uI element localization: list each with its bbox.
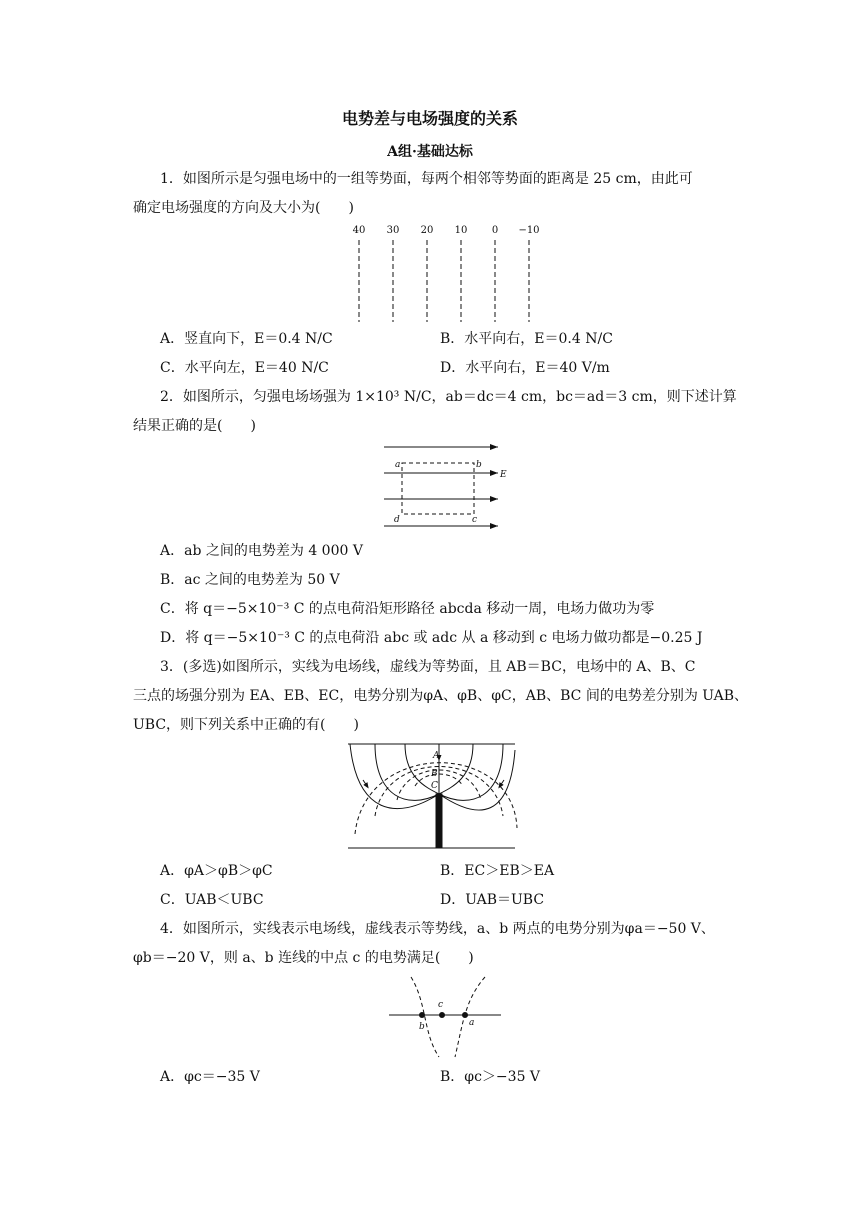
q4-point-b [419, 1012, 425, 1018]
q2-stem-line1: 2．如图所示，匀强电场场强为 1×10³ N/C，ab＝dc＝4 cm，bc＝ad＝3 cm，则下述计算 [160, 389, 737, 405]
section-heading: A组·基础达标 [387, 144, 473, 160]
q1-potential-label: −10 [518, 225, 540, 236]
q3-label-b: B [431, 769, 438, 779]
q1-option-a[interactable]: A．竖直向下，E＝0.4 N/C [160, 331, 333, 347]
q4-label-a: a [469, 1018, 475, 1028]
q3-option-d[interactable]: D．UAB＝UBC [440, 892, 545, 908]
q2-label-c: c [472, 515, 478, 525]
q4-label-b: b [419, 1022, 425, 1032]
q1-potential-label: 0 [491, 225, 499, 236]
q3-stem-line1: 3．(多选)如图所示，实线为电场线，虚线为等势面，且 AB＝BC，电场中的 A、B、C [160, 659, 696, 675]
q2-label-d: d [394, 515, 400, 525]
q1-equipotential-figure [340, 222, 550, 324]
q3-field-figure [345, 742, 520, 852]
q4-point-c [439, 1012, 445, 1018]
q3-stem-line3: UBC，则下列关系中正确的有( ) [133, 717, 359, 733]
q1-potential-label: 30 [386, 225, 400, 236]
q2-rectangle-path [402, 463, 474, 514]
q3-option-a[interactable]: A．φA＞φB＞φC [160, 863, 273, 879]
q2-option-b[interactable]: B．ac 之间的电势差为 50 V [160, 572, 340, 588]
q3-label-a: A [433, 751, 440, 761]
q4-option-b[interactable]: B．φc＞−35 V [440, 1069, 541, 1085]
page-title: 电势差与电场强度的关系 [341, 109, 518, 128]
q1-option-b[interactable]: B．水平向右，E＝0.4 N/C [440, 331, 613, 347]
q3-option-b[interactable]: B．EC＞EB＞EA [440, 863, 555, 879]
q1-option-d[interactable]: D．水平向右，E＝40 V/m [440, 360, 610, 376]
q1-potential-label: 40 [352, 225, 366, 236]
q3-rod [436, 794, 442, 848]
q2-stem-line2: 结果正确的是( ) [133, 418, 256, 434]
q2-option-c[interactable]: C．将 q＝−5×10⁻³ C 的点电荷沿矩形路径 abcda 移动一周，电场力做功为零 [160, 601, 655, 617]
q3-option-c[interactable]: C．UAB＜UBC [160, 892, 264, 908]
q1-option-c[interactable]: C．水平向左，E＝40 N/C [160, 360, 329, 376]
q1-stem-line2: 确定电场强度的方向及大小为( ) [133, 200, 354, 216]
q4-equipotential-b [411, 977, 439, 1057]
q1-potential-label: 10 [454, 225, 468, 236]
q4-label-c: c [438, 1000, 444, 1010]
q3-field-line [375, 744, 439, 800]
q2-option-d[interactable]: D．将 q＝−5×10⁻³ C 的点电荷沿 abc 或 adc 从 a 移动到 c 电场力做功都是−0.25 J [160, 630, 703, 646]
q2-label-e: E [500, 470, 507, 480]
q2-field-figure [380, 440, 510, 534]
q1-potential-label: 20 [420, 225, 434, 236]
q4-equipotential-a [455, 977, 485, 1057]
q1-stem-line1: 1．如图所示是匀强电场中的一组等势面，每两个相邻等势面的距离是 25 cm，由此可 [160, 171, 693, 187]
q4-stem-line1: 4．如图所示，实线表示电场线，虚线表示等势线，a、b 两点的电势分别为φa＝−50 V、 [160, 921, 715, 937]
q3-field-line [439, 744, 473, 794]
q4-option-a[interactable]: A．φc＝−35 V [160, 1069, 260, 1085]
q2-label-a: a [395, 460, 401, 470]
q4-stem-line2: φb＝−20 V，则 a、b 连线的中点 c 的电势满足( ) [133, 950, 474, 966]
q3-stem-line2: 三点的场强分别为 EA、EB、EC，电势分别为φA、φB、φC，AB、BC 间的电势差分别为 UAB、 [133, 688, 749, 704]
q2-label-b: b [476, 460, 482, 470]
q4-point-a [462, 1012, 468, 1018]
q3-label-c: C [431, 781, 438, 791]
q2-option-a[interactable]: A．ab 之间的电势差为 4 000 V [160, 543, 363, 559]
q4-field-figure [385, 975, 505, 1060]
